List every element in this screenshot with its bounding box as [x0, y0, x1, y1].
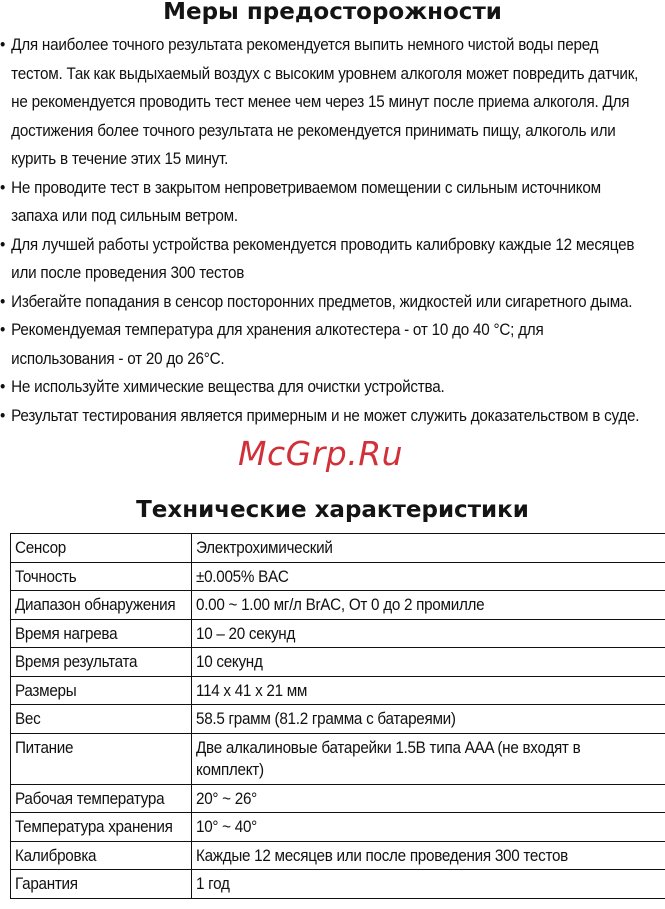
- spec-key: Калибровка: [11, 841, 192, 870]
- precautions-list: [0, 31, 665, 430]
- spec-key: Сенсор: [11, 534, 192, 563]
- spec-key: Гарантия: [11, 870, 192, 899]
- precaution-item: • Результат тестирования является примерным и не может служить доказательством в суде.: [0, 402, 662, 431]
- specs-title: Технические характеристики: [136, 497, 529, 523]
- bullet-icon: •: [0, 321, 6, 339]
- spec-value: ±0.005% BAC: [192, 562, 665, 591]
- spec-value: 10° ~ 40°: [192, 813, 665, 842]
- table-row: [11, 705, 665, 734]
- table-row: [11, 841, 665, 870]
- table-row: [11, 676, 665, 705]
- spec-key: Диапазон обнаружения: [11, 591, 192, 620]
- watermark: McGrp.Ru: [238, 434, 404, 473]
- specs-table: [10, 533, 665, 899]
- table-row: [11, 733, 665, 784]
- precaution-item: • Избегайте попадания в сенсор посторонних предметов, жидкостей или сигаретного дыма.: [0, 288, 662, 317]
- table-row: [11, 619, 665, 648]
- spec-value: 114 x 41 x 21 мм: [192, 676, 665, 705]
- spec-value: Каждые 12 месяцев или после проведения 300 тестов: [192, 841, 665, 870]
- precaution-item: • Не используйте химические вещества для очистки устройства.: [0, 373, 662, 402]
- table-row: [11, 591, 665, 620]
- precautions-title: Меры предосторожности: [163, 0, 502, 25]
- precaution-item: • Для лучшей работы устройства рекомендуется проводить калибровку каждые 12 месяцев или после проведения 300 тестов: [0, 231, 662, 288]
- precaution-item: • Не проводите тест в закрытом непроветриваемом помещении с сильным источником запаха или под сильным ветром.: [0, 174, 662, 231]
- spec-value: 20° ~ 26°: [192, 784, 665, 813]
- spec-key: Температура хранения: [11, 813, 192, 842]
- bullet-icon: •: [0, 378, 6, 396]
- spec-value: 10 секунд: [192, 648, 665, 677]
- spec-key: Время результата: [11, 648, 192, 677]
- table-row: [11, 534, 665, 563]
- spec-key: Питание: [11, 733, 192, 784]
- spec-value: 10 – 20 секунд: [192, 619, 665, 648]
- spec-value: Электрохимический: [192, 534, 665, 563]
- spec-value: 0.00 ~ 1.00 мг/л BrAC, От 0 до 2 промилле: [192, 591, 665, 620]
- spec-key: Размеры: [11, 676, 192, 705]
- table-row: [11, 784, 665, 813]
- spec-value: Две алкалиновые батарейки 1.5В типа AAA (не входят в комплект): [192, 733, 665, 784]
- precaution-item: • Для наиболее точного результата рекомендуется выпить немного чистой воды перед тестом. Так как выдыхаемый воздух с высоким уровнем алкоголя может повредить датчик, не рекомендуется проводить тест менее чем через 15 минут после приема алкоголя. Для достижения более точного результата не рекомендуется принимать пищу, алкоголь или курить в течение этих 15 минут.: [0, 31, 662, 174]
- spec-key: Точность: [11, 562, 192, 591]
- bullet-icon: •: [0, 292, 6, 311]
- table-row: [11, 648, 665, 677]
- table-row: [11, 562, 665, 591]
- spec-key: Рабочая температура: [11, 784, 192, 813]
- table-row: [11, 870, 665, 899]
- spec-value: 1 год: [192, 870, 665, 899]
- spec-key: Время нагрева: [11, 619, 192, 648]
- spec-key: Вес: [11, 705, 192, 734]
- bullet-icon: •: [0, 235, 6, 254]
- bullet-icon: •: [0, 406, 6, 425]
- bullet-icon: •: [0, 36, 6, 54]
- precaution-item: • Рекомендуемая температура для хранения алкотестера - от 10 до 40 °C; для использования - от 20 до 26°C.: [0, 316, 662, 373]
- table-row: [11, 813, 665, 842]
- bullet-icon: •: [0, 178, 6, 197]
- spec-value: 58.5 грамм (81.2 грамма с батареями): [192, 705, 665, 734]
